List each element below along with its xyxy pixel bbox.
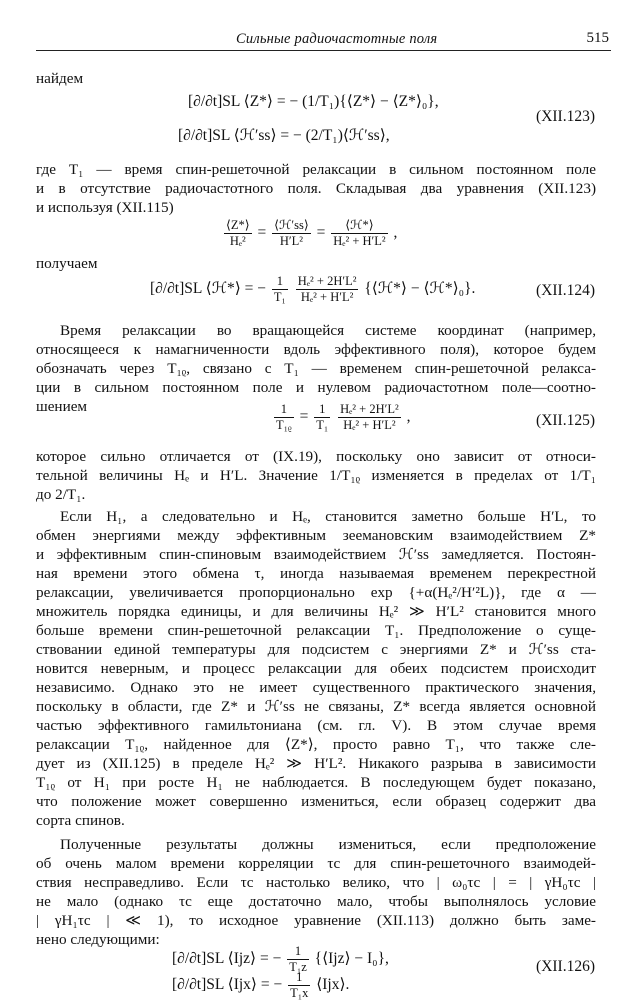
text-line: и эффективным спин-спиновым взаимодействием ℋ′ss замедляется. Постоян- xyxy=(36,546,596,563)
text-line: независимо. Однако это не имеет существенного практического значения, xyxy=(36,679,596,696)
text-line: дует из (XII.125) в пределе Hₑ² ≫ H′L². Никакого разрыва в зависимости xyxy=(36,755,596,772)
equation-number-123: (XII.123) xyxy=(536,108,595,125)
text-line: шением xyxy=(36,398,88,415)
equation-124 xyxy=(150,274,475,305)
text-line: релаксации, увеличивается пропорционально exp {+α(Hₑ²/H′²L)}, где α — xyxy=(36,584,596,601)
lead-text: найдем xyxy=(36,70,84,87)
text-line: что положение может совершенно измениться, если образец содержит два xyxy=(36,793,596,810)
eq-126a-tail: {⟨Ijz⟩ − I₀}, xyxy=(314,950,389,968)
fraction: $\frac{⟨Z*⟩}{\text{Hₑ²}}$ xyxy=(226,218,250,248)
eq-123b-rhs: = − (2/T₁)⟨ℋ′ss⟩, xyxy=(280,127,390,144)
text-line: ствия несправедливо. Если τc настолько велико, что | ω₀τc | = | γH₀τc | xyxy=(36,874,596,891)
text-line: обмен энергиями между эффективным зеемановским взаимодействием Z* xyxy=(36,527,596,544)
equation-number-126: (XII.126) xyxy=(536,958,595,975)
eq-126b-lhs: [∂/∂t]SL ⟨Ijx⟩ = − xyxy=(172,976,283,994)
running-head xyxy=(36,30,611,51)
equation-number-125: (XII.125) xyxy=(536,412,595,429)
fraction: $\frac{1}{\text{T₁}}$ xyxy=(273,274,286,304)
text-line: где T₁ — время спин-решеточной релаксации в сильном постоянном поле xyxy=(36,161,596,178)
text-line: относящееся к намагниченности вдоль эффективного поля), которое будем xyxy=(36,341,596,358)
text-line: не мало (однако τc еще достаточно мало, чтобы выполнялось условие xyxy=(36,893,596,910)
text-line: и в отсутствие радиочастотного поля. Складывая два уравнения (XII.123) xyxy=(36,180,596,197)
text-line: ствовании единой температуры для подсистем с энергиями Z* и ℋ′ss ста- xyxy=(36,641,596,658)
equation-123a xyxy=(188,92,439,112)
fraction: $\frac{\text{Hₑ² + 2H′L²}}{\text{Hₑ² + H′L²}}$ xyxy=(297,274,357,304)
equation-125: $\frac{1}{\text{T₁ᵨ}}$ = $\frac{1}{\text{T₁}}$ $\frac{\text{Hₑ² + 2H′L²}}{\text{Hₑ² + H′L²}}$ , xyxy=(276,402,411,432)
fraction: $\frac{1}{\text{T₁z}}$ xyxy=(289,944,307,974)
text-line: об очень малом времени корреляции τc для спин-решеточного взаимодей- xyxy=(36,855,596,872)
equation-123b xyxy=(178,126,390,146)
text-line: релаксации T₁ᵨ, найденное для ⟨Z*⟩, просто равно T₁, что также сле- xyxy=(36,736,596,753)
text-line: и используя (XII.115) xyxy=(36,199,174,216)
fraction: $\frac{1}{\text{T₁x}}$ xyxy=(290,970,309,1000)
eq-124-tail: {⟨ℋ*⟩ − ⟨ℋ*⟩₀}. xyxy=(364,280,476,298)
fraction: $\frac{\text{⟨ℋ′ss⟩}}{\text{H′L²}}$ xyxy=(274,218,309,248)
text-line: | γH₁τc | ≪ 1), то исходное уравнение (XII.113) должно быть заме- xyxy=(36,912,596,929)
fraction: $\frac{\text{Hₑ² + 2H′L²}}{\text{Hₑ² + H′L²}}$ xyxy=(340,402,399,432)
running-title: Сильные радиочастотные поля xyxy=(236,31,438,47)
text-line: поскольку в области, где Z* и ℋ′ss не связаны, Z* всегда является основной xyxy=(36,698,596,715)
eq-123a-rhs: = − (1/T₁){⟨Z*⟩ − ⟨Z*⟩₀}, xyxy=(276,93,439,110)
equation-115-ratio: $\frac{⟨Z*⟩}{\text{Hₑ²}}$ = $\frac{\text{⟨ℋ′ss⟩}}{\text{H′L²}}$ = $\frac{\text{⟨ℋ*⟩}}{\text{Hₑ² + H′L²}}$ , xyxy=(226,218,398,248)
text-line: Если H₁, а следовательно и Hₑ, становится заметно больше H′L, то xyxy=(60,508,596,525)
text-line: ции в сильном постоянном поле и нулевом радиочастотном поле—соотно- xyxy=(36,379,596,396)
text-line: сорта спинов. xyxy=(36,812,125,829)
fraction: $\frac{\text{⟨ℋ*⟩}}{\text{Hₑ² + H′L²}}$ xyxy=(333,218,386,248)
text-line: частью эффективного гамильтониана (см. гл. V). В этом случае время xyxy=(36,717,596,734)
fraction: $\frac{1}{\text{T₁ᵨ}}$ xyxy=(276,402,292,432)
eq-123a-lhs: [∂/∂t]SL ⟨Z*⟩ xyxy=(188,93,273,110)
eq-126a-lhs: [∂/∂t]SL ⟨Ijz⟩ = − xyxy=(172,950,282,968)
text-line: до 2/T₁. xyxy=(36,486,86,503)
text-line: Время релаксации во вращающейся системе координат (например, xyxy=(60,322,596,339)
eq-126b-tail: ⟨Ijx⟩. xyxy=(316,976,350,994)
text-line: нено следующими: xyxy=(36,931,160,948)
fraction: $\frac{1}{\text{T₁}}$ xyxy=(316,402,329,432)
page-number: 515 xyxy=(586,30,609,46)
text-line: тельной величины Hₑ и H′L. Значение 1/T₁ᵨ изменяется в пределах от 1/T₁ xyxy=(36,467,596,484)
text-line: Полученные результаты должны измениться, если предположение xyxy=(60,836,596,853)
eq-124-lhs: [∂/∂t]SL ⟨ℋ*⟩ = − xyxy=(150,280,267,298)
text-line: множитель порядка единицы, и для величины Hₑ² ≫ H′L² становится много xyxy=(36,603,596,620)
text-line: новится неверным, и процесс релаксации для обеих подсистем происходит xyxy=(36,660,596,677)
equation-number-124: (XII.124) xyxy=(536,282,595,299)
eq-123b-lhs: [∂/∂t]SL ⟨ℋ′ss⟩ xyxy=(178,127,277,144)
text-line: T₁ᵨ от H₁ при росте H₁ не наблюдается. В последующем будет показано, xyxy=(36,774,596,791)
text-line: получаем xyxy=(36,255,98,272)
text-line: которое сильно отличается от (IX.19), поскольку оно зависит от относи- xyxy=(36,448,596,465)
equation-126b xyxy=(172,970,349,1001)
text-line: больше времени спин-решеточной релаксации T₁. Предположение о суще- xyxy=(36,622,596,639)
text-line: обозначать через T₁ᵨ, связано с T₁ — временем спин-решеточной релакса- xyxy=(36,360,596,377)
text-line: ная времени этого обмена τ, иногда называемая временем перекрестной xyxy=(36,565,596,582)
